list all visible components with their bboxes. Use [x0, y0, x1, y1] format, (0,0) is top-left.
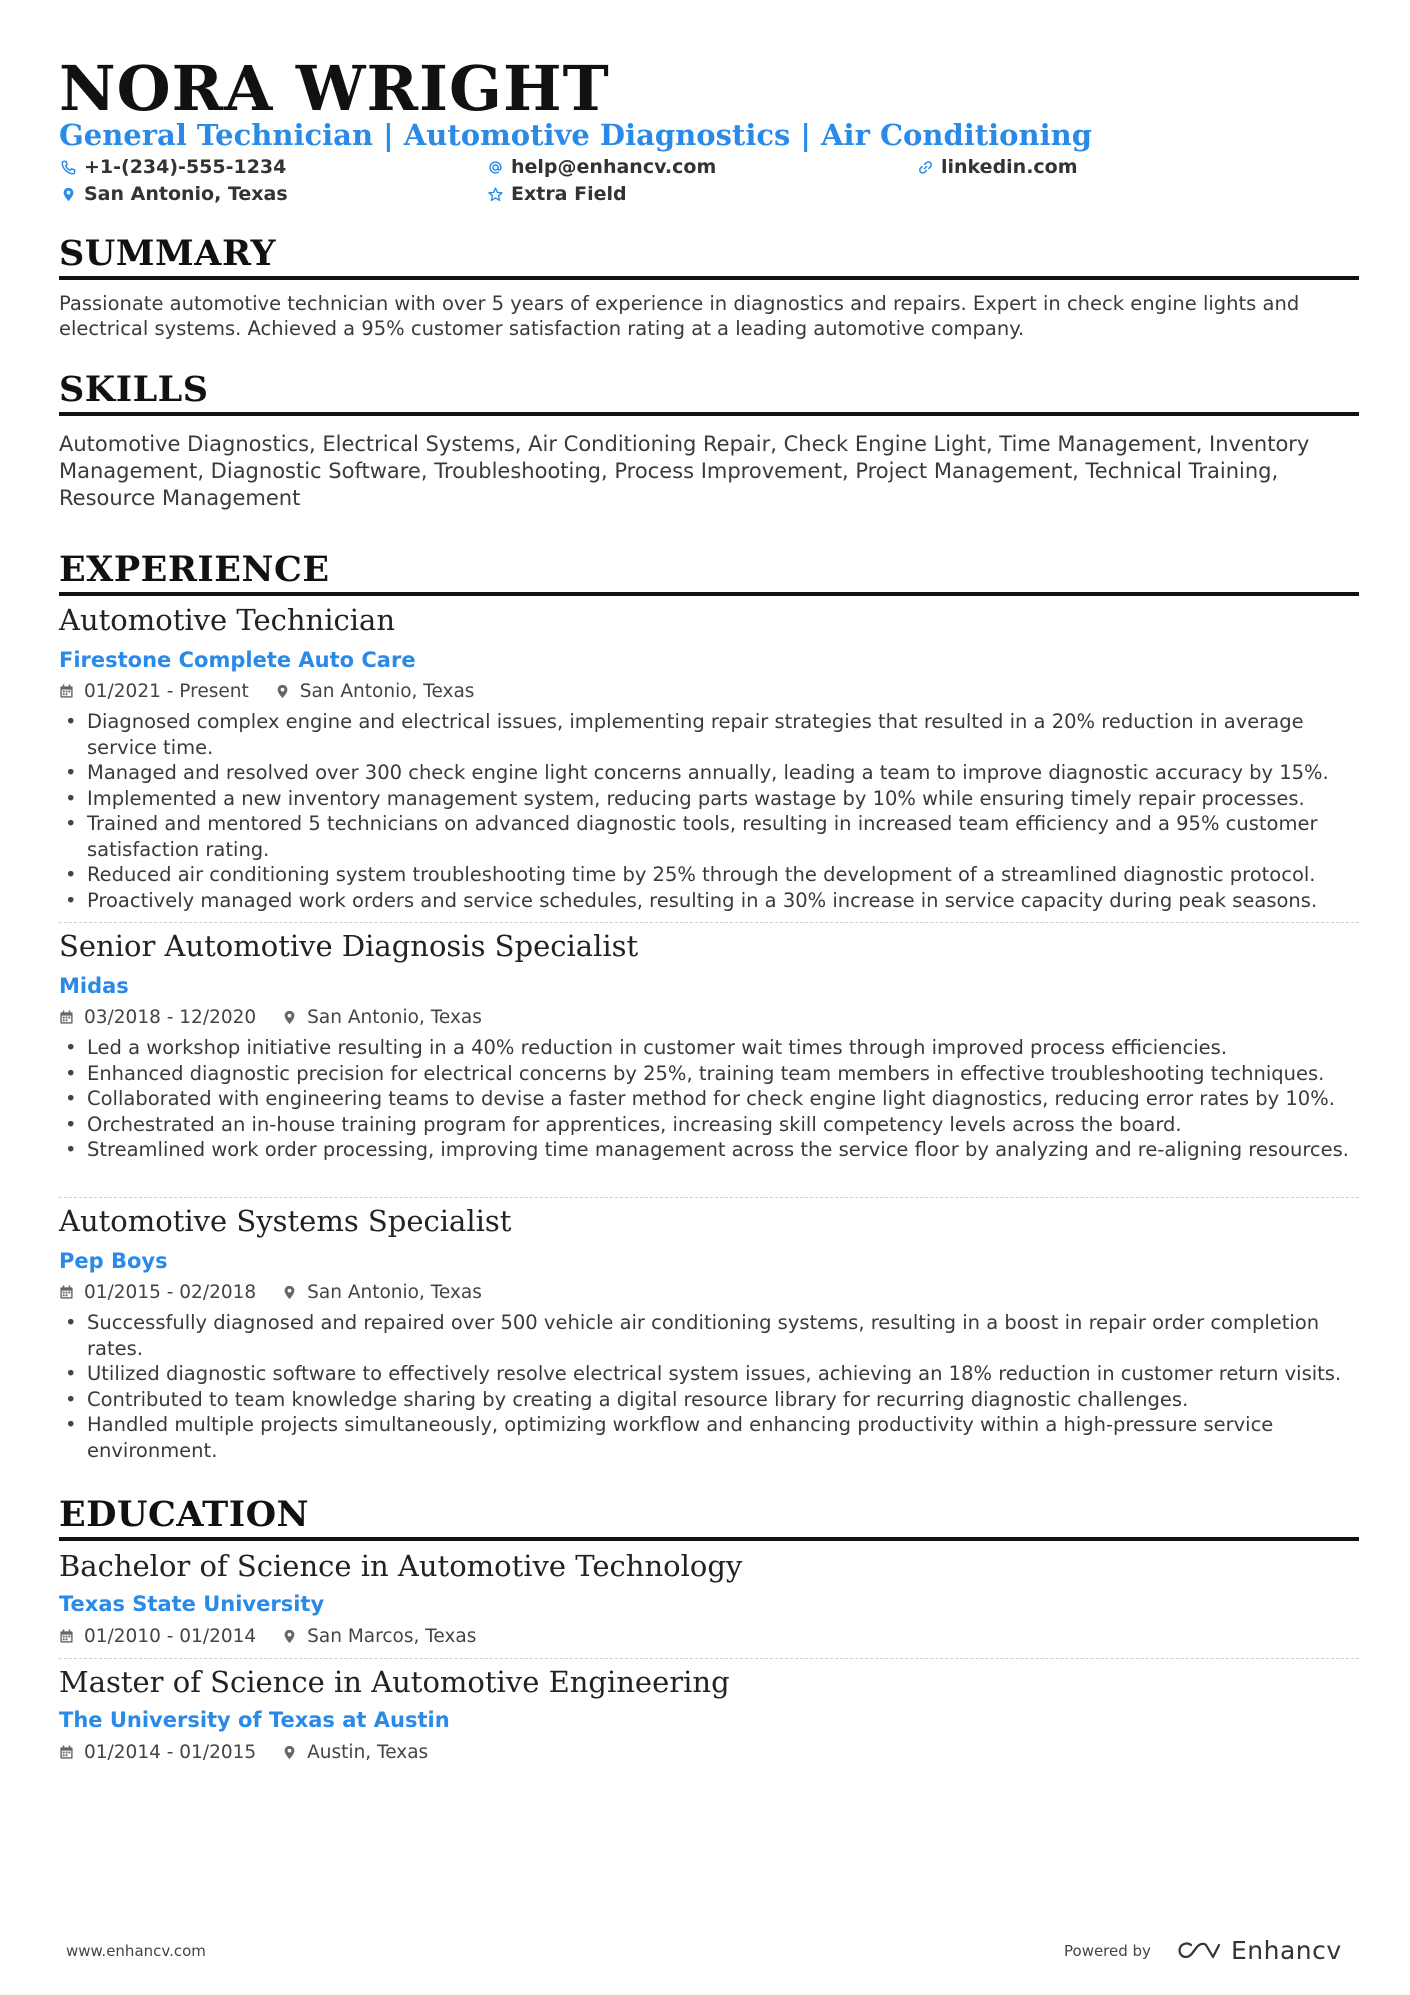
contact-linkedin[interactable] — [918, 156, 1078, 178]
candidate-name: NORA WRIGHT — [59, 52, 610, 125]
enhancv-logo-icon — [1177, 1940, 1221, 1962]
education-heading: EDUCATION — [59, 1495, 1359, 1541]
list-item: • Handled multiple projects simultaneously, optimizing workflow and enhancing productivity within a high-pressure service environment. — [59, 1412, 1359, 1463]
contact-extra — [488, 183, 627, 205]
contact-phone[interactable] — [61, 156, 286, 178]
powered-by-text: Powered by — [1064, 1941, 1151, 1960]
link-icon — [918, 160, 933, 175]
location-pin-icon — [282, 1010, 297, 1025]
degree-title: Master of Science in Automotive Engineering — [59, 1665, 730, 1699]
list-item: • Led a workshop initiative resulting in a 40% reduction in customer wait times through improved process efficiencies. — [59, 1035, 1359, 1061]
education-meta — [59, 1742, 428, 1763]
job-title: Automotive Technician — [59, 603, 395, 637]
school-name: The University of Texas at Austin — [59, 1708, 450, 1732]
list-item: • Diagnosed complex engine and electrical issues, implementing repair strategies that resulted in a 20% reduction in average service time. — [59, 709, 1359, 760]
location-pin-icon — [282, 1745, 297, 1760]
phone-icon — [61, 160, 76, 175]
list-item: • Managed and resolved over 300 check engine light concerns annually, leading a team to improve diagnostic accuracy by 15%. — [59, 760, 1359, 786]
divider — [59, 1197, 1359, 1198]
list-item: • Proactively managed work orders and service schedules, resulting in a 30% increase in service capacity during peak seasons. — [59, 888, 1359, 914]
skills-heading: SKILLS — [59, 370, 1359, 416]
education-location: Austin, Texas — [307, 1742, 429, 1763]
job-bullets — [59, 1035, 1359, 1163]
job-company: Midas — [59, 974, 129, 998]
job-company: Pep Boys — [59, 1249, 168, 1273]
contact-email[interactable] — [488, 156, 716, 178]
job-title: Automotive Systems Specialist — [59, 1204, 512, 1238]
job-dates: 03/2018 - 12/2020 — [84, 1007, 257, 1028]
summary-text: Passionate automotive technician with over 5 years of experience in diagnostics and repairs. Expert in check engine lights and electrical systems. Achieved a 95% customer satisfaction rating at a leading automotive company. — [59, 292, 1300, 340]
calendar-icon — [59, 684, 74, 699]
contact-location — [61, 183, 288, 205]
email-text: help@enhancv.com — [511, 156, 717, 178]
location-pin-icon — [61, 187, 76, 202]
phone-text: +1-(234)-555-1234 — [84, 156, 287, 178]
list-item: • Collaborated with engineering teams to devise a faster method for check engine light diagnostics, reducing error rates by 10%. — [59, 1086, 1359, 1112]
footer-branding[interactable] — [1064, 1936, 1342, 1965]
skills-text: Automotive Diagnostics, Electrical Systems, Air Conditioning Repair, Check Engine Light, Time Management, Inventory Management, Diagnostic Software, Troubleshooting, Process Improvement, Project Management, Technical Training, Resource Management — [59, 432, 1310, 510]
list-item: • Contributed to team knowledge sharing by creating a digital resource library for recurring diagnostic challenges. — [59, 1387, 1359, 1413]
brand-name: Enhancv — [1230, 1936, 1342, 1965]
education-dates: 01/2010 - 01/2014 — [84, 1626, 257, 1647]
location-text: San Antonio, Texas — [84, 183, 288, 205]
list-item: • Reduced air conditioning system troubleshooting time by 25% through the development of a streamlined diagnostic protocol. — [59, 862, 1359, 888]
calendar-icon — [59, 1629, 74, 1644]
calendar-icon — [59, 1285, 74, 1300]
job-title: Senior Automotive Diagnosis Specialist — [59, 929, 639, 963]
linkedin-text: linkedin.com — [941, 156, 1078, 178]
education-dates: 01/2014 - 01/2015 — [84, 1742, 257, 1763]
job-location: San Antonio, Texas — [299, 681, 475, 702]
list-item: • Streamlined work order processing, improving time management across the service floor by analyzing and re-aligning resources. — [59, 1137, 1359, 1163]
list-item: • Utilized diagnostic software to effectively resolve electrical system issues, achieving an 18% reduction in customer return visits. — [59, 1361, 1359, 1387]
divider — [59, 922, 1359, 923]
list-item: • Implemented a new inventory management system, reducing parts wastage by 10% while ensuring timely repair processes. — [59, 786, 1359, 812]
calendar-icon — [59, 1745, 74, 1760]
summary-heading: SUMMARY — [59, 234, 1359, 280]
extra-field-text: Extra Field — [511, 183, 627, 205]
job-bullets — [59, 1310, 1359, 1463]
location-pin-icon — [282, 1285, 297, 1300]
school-name: Texas State University — [59, 1592, 325, 1616]
calendar-icon — [59, 1010, 74, 1025]
job-company: Firestone Complete Auto Care — [59, 648, 416, 672]
list-item: • Enhanced diagnostic precision for electrical concerns by 25%, training team members in effective troubleshooting techniques. — [59, 1061, 1359, 1087]
candidate-headline: General Technician | Automotive Diagnostics | Air Conditioning — [59, 118, 1092, 152]
job-bullets — [59, 709, 1359, 913]
degree-title: Bachelor of Science in Automotive Technology — [59, 1549, 743, 1583]
job-meta — [59, 681, 474, 702]
at-sign-icon — [488, 160, 503, 175]
divider — [59, 1658, 1359, 1659]
location-pin-icon — [282, 1629, 297, 1644]
job-meta — [59, 1282, 482, 1303]
footer-website-link[interactable]: www.enhancv.com — [66, 1942, 206, 1960]
job-meta — [59, 1007, 482, 1028]
job-location: San Antonio, Texas — [307, 1282, 482, 1303]
job-dates: 01/2015 - 02/2018 — [84, 1282, 257, 1303]
star-icon — [488, 187, 503, 202]
list-item: • Trained and mentored 5 technicians on advanced diagnostic tools, resulting in increased team efficiency and a 95% customer satisfaction rating. — [59, 811, 1359, 862]
education-location: San Marcos, Texas — [307, 1626, 477, 1647]
list-item: • Successfully diagnosed and repaired over 500 vehicle air conditioning systems, resulting in a boost in repair order completion rates. — [59, 1310, 1359, 1361]
education-meta — [59, 1626, 476, 1647]
job-location: San Antonio, Texas — [307, 1007, 482, 1028]
experience-heading: EXPERIENCE — [59, 550, 1359, 596]
list-item: • Orchestrated an in-house training program for apprentices, increasing skill competency levels across the board. — [59, 1112, 1359, 1138]
location-pin-icon — [275, 684, 290, 699]
job-dates: 01/2021 - Present — [84, 681, 249, 702]
